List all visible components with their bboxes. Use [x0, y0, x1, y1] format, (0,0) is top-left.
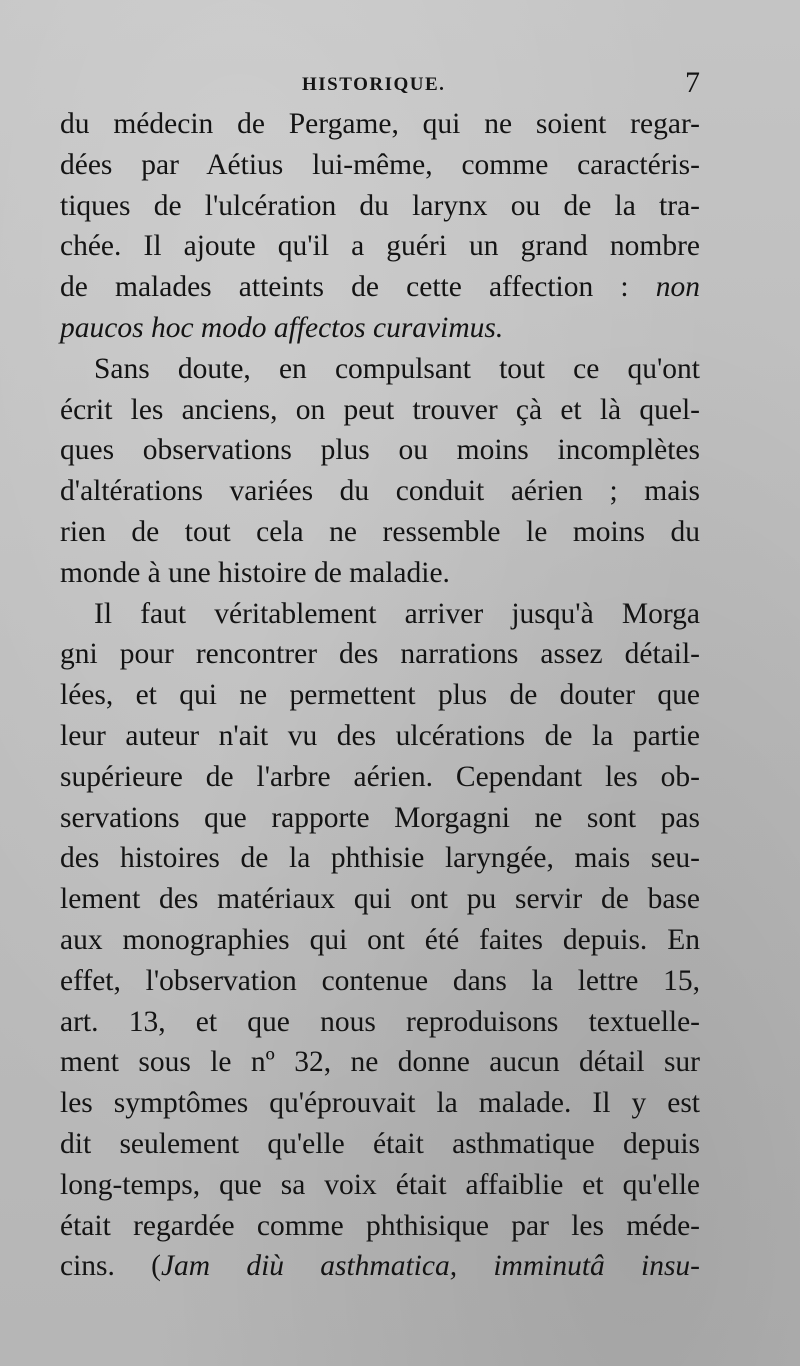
- text-line: [60, 226, 700, 267]
- text-line: [60, 1165, 700, 1206]
- text-segment: gni pour rencontrer des narrations assez détail-: [60, 638, 700, 671]
- text-segment: d'altérations variées du conduit aérien ; mais: [60, 475, 700, 508]
- text-segment: leur auteur n'ait vu des ulcérations de la partie: [60, 719, 700, 752]
- italic-text: non: [655, 271, 700, 304]
- text-segment: était regardée comme phthisique par les méde-: [60, 1209, 700, 1242]
- paragraph: [60, 349, 700, 594]
- text-line: [60, 186, 700, 227]
- text-segment: cins. (: [60, 1250, 161, 1283]
- text-segment: aux monographies qui ont été faites depuis. En: [60, 923, 700, 956]
- text-segment: art. 13, et que nous reproduisons textuelle-: [60, 1005, 700, 1038]
- text-line: [60, 757, 700, 798]
- text-segment: Il faut véritablement arriver jusqu'à Morga: [94, 597, 700, 630]
- text-segment: ques observations plus ou moins incomplètes: [60, 434, 700, 467]
- text-segment: monde à une histoire de maladie.: [60, 556, 450, 589]
- body-text: [60, 104, 700, 1287]
- text-segment: rien de tout cela ne ressemble le moins du: [60, 515, 700, 548]
- text-line: [60, 961, 700, 1002]
- italic-text: Jam diù asthmatica, imminutâ insu-: [160, 1250, 700, 1283]
- text-line: [60, 430, 700, 471]
- text-segment: tiques de l'ulcération du larynx ou de la tra-: [60, 189, 700, 222]
- text-line: [60, 879, 700, 920]
- text-line: [60, 1042, 700, 1083]
- text-segment: des histoires de la phthisie laryngée, mais seu-: [60, 842, 700, 875]
- text-line: [60, 1124, 700, 1165]
- text-segment: dit seulement qu'elle était asthmatique depuis: [60, 1127, 700, 1160]
- text-line: [60, 553, 700, 594]
- text-segment: les symptômes qu'éprouvait la malade. Il y est: [60, 1087, 700, 1120]
- page-number: 7: [685, 66, 700, 99]
- text-line: [60, 512, 700, 553]
- text-line: [60, 1246, 700, 1287]
- text-segment: ment sous le nº 32, ne donne aucun détail sur: [60, 1046, 700, 1079]
- text-line: [60, 716, 700, 757]
- paragraph: [60, 104, 700, 349]
- text-line: [60, 104, 700, 145]
- text-segment: supérieure de l'arbre aérien. Cependant les ob-: [60, 760, 700, 793]
- text-line: [60, 349, 700, 390]
- text-segment: lées, et qui ne permettent plus de douter que: [60, 679, 700, 712]
- text-segment: lement des matériaux qui ont pu servir de base: [60, 883, 700, 916]
- text-segment: servations que rapporte Morgagni ne sont pas: [60, 801, 700, 834]
- text-segment: Sans doute, en compulsant tout ce qu'ont: [94, 352, 700, 385]
- text-segment: de malades atteints de cette affection :: [60, 271, 656, 304]
- text-line: [60, 390, 700, 431]
- italic-text: paucos hoc modo affectos curavimus.: [60, 311, 504, 344]
- text-segment: long-temps, que sa voix était affaiblie et qu'elle: [60, 1168, 700, 1201]
- text-segment: écrit les anciens, on peut trouver çà et là quel-: [60, 393, 700, 426]
- text-line: [60, 634, 700, 675]
- text-segment: dées par Aétius lui-même, comme caractéris-: [60, 148, 700, 181]
- text-line: [60, 675, 700, 716]
- text-line: [60, 838, 700, 879]
- text-line: [60, 267, 700, 308]
- running-head: HISTORIQUE.: [302, 74, 446, 95]
- text-line: [60, 1002, 700, 1043]
- text-line: [60, 471, 700, 512]
- paragraph: [60, 594, 700, 1288]
- text-line: [60, 308, 700, 349]
- page-header: [60, 62, 700, 102]
- text-line: [60, 594, 700, 635]
- text-segment: du médecin de Pergame, qui ne soient regar-: [60, 108, 700, 140]
- text-line: [60, 798, 700, 839]
- text-segment: effet, l'observation contenue dans la lettre 15,: [60, 964, 700, 997]
- text-line: [60, 1206, 700, 1247]
- text-segment: chée. Il ajoute qu'il a guéri un grand nombre: [60, 230, 700, 263]
- text-line: [60, 145, 700, 186]
- text-line: [60, 920, 700, 961]
- text-line: [60, 1083, 700, 1124]
